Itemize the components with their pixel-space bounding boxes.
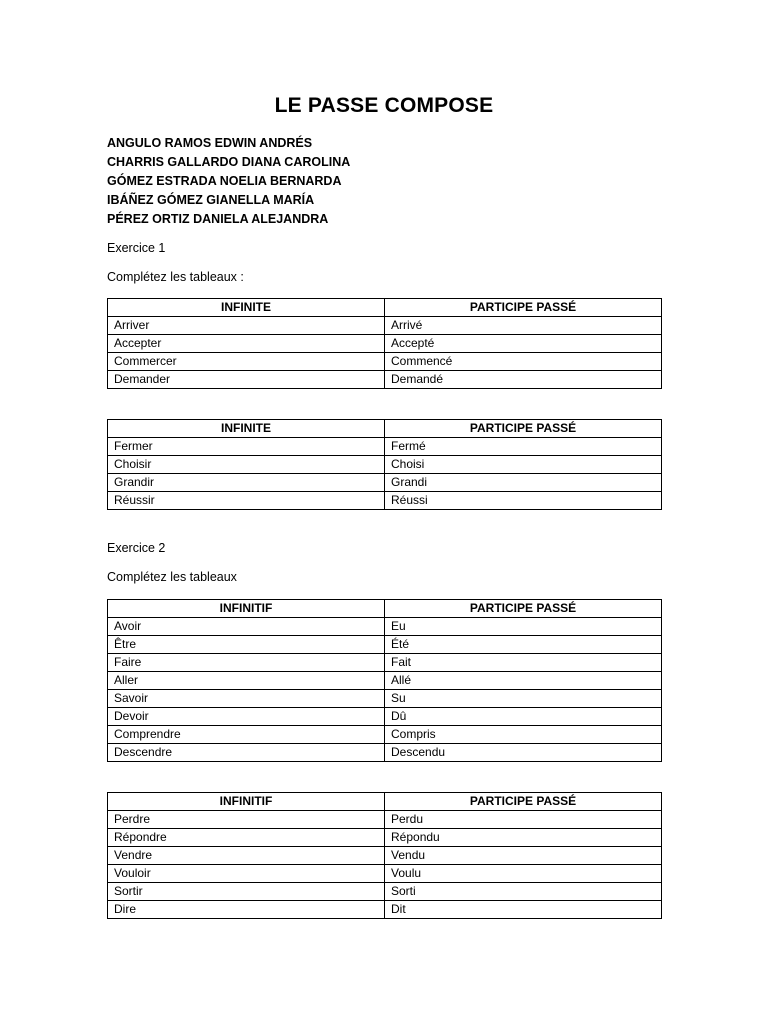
participle-cell: Choisi <box>385 456 662 474</box>
participle-cell: Accepté <box>385 335 662 353</box>
participle-column-header: PARTICIPE PASSÉ <box>385 793 662 811</box>
infinitive-cell: Choisir <box>108 456 385 474</box>
exercise-2-instruction: Complétez les tableaux <box>107 570 237 584</box>
participle-cell: Voulu <box>385 865 662 883</box>
infinitive-cell: Vouloir <box>108 865 385 883</box>
infinitive-cell: Demander <box>108 371 385 389</box>
infinitive-cell: Vendre <box>108 847 385 865</box>
table-row <box>108 317 662 335</box>
table-row <box>108 744 662 762</box>
participle-cell: Été <box>385 636 662 654</box>
participle-cell: Descendu <box>385 744 662 762</box>
table-header-row <box>108 600 662 618</box>
participle-cell: Commencé <box>385 353 662 371</box>
table-row <box>108 901 662 919</box>
participle-cell: Fermé <box>385 438 662 456</box>
participle-column-header: PARTICIPE PASSÉ <box>385 299 662 317</box>
author-name: ANGULO RAMOS EDWIN ANDRÉS <box>107 136 313 150</box>
infinitive-cell: Sortir <box>108 883 385 901</box>
participle-cell: Réussi <box>385 492 662 510</box>
page-title: LE PASSE COMPOSE <box>274 94 494 117</box>
infinitive-cell: Réussir <box>108 492 385 510</box>
table-row <box>108 865 662 883</box>
participle-cell: Allé <box>385 672 662 690</box>
author-name: PÉREZ ORTIZ DANIELA ALEJANDRA <box>107 212 329 226</box>
table-header-row <box>108 420 662 438</box>
infinitive-cell: Avoir <box>108 618 385 636</box>
table-row <box>108 618 662 636</box>
infinitive-cell: Descendre <box>108 744 385 762</box>
table-row <box>108 335 662 353</box>
table-row <box>108 672 662 690</box>
author-name: GÓMEZ ESTRADA NOELIA BERNARDA <box>107 174 342 188</box>
participle-cell: Demandé <box>385 371 662 389</box>
table-header-row <box>108 793 662 811</box>
participle-cell: Dû <box>385 708 662 726</box>
participle-column-header: PARTICIPE PASSÉ <box>385 420 662 438</box>
infinitive-cell: Aller <box>108 672 385 690</box>
exercise-1-table-2 <box>107 419 662 510</box>
infinitive-cell: Répondre <box>108 829 385 847</box>
table-row <box>108 438 662 456</box>
table-row <box>108 492 662 510</box>
infinitive-column-header: INFINITE <box>108 420 385 438</box>
infinitive-cell: Devoir <box>108 708 385 726</box>
exercise-1-heading: Exercice 1 <box>107 241 166 255</box>
table-row <box>108 353 662 371</box>
infinitive-cell: Accepter <box>108 335 385 353</box>
infinitive-cell: Grandir <box>108 474 385 492</box>
table-row <box>108 456 662 474</box>
table-row <box>108 726 662 744</box>
participle-cell: Fait <box>385 654 662 672</box>
participle-cell: Dit <box>385 901 662 919</box>
exercise-2-table-1 <box>107 599 662 762</box>
infinitive-cell: Dire <box>108 901 385 919</box>
participle-cell: Vendu <box>385 847 662 865</box>
infinitive-column-header: INFINITIF <box>108 793 385 811</box>
table-row <box>108 371 662 389</box>
table-row <box>108 690 662 708</box>
participle-cell: Répondu <box>385 829 662 847</box>
table-row <box>108 474 662 492</box>
table-row <box>108 654 662 672</box>
infinitive-column-header: INFINITE <box>108 299 385 317</box>
infinitive-cell: Savoir <box>108 690 385 708</box>
table-row <box>108 847 662 865</box>
participle-column-header: PARTICIPE PASSÉ <box>385 600 662 618</box>
infinitive-cell: Être <box>108 636 385 654</box>
participle-cell: Sorti <box>385 883 662 901</box>
table-row <box>108 811 662 829</box>
table-row <box>108 883 662 901</box>
author-name: CHARRIS GALLARDO DIANA CAROLINA <box>107 155 351 169</box>
participle-cell: Perdu <box>385 811 662 829</box>
table-header-row <box>108 299 662 317</box>
exercise-2-heading: Exercice 2 <box>107 541 166 555</box>
participle-cell: Eu <box>385 618 662 636</box>
exercise-1-table-1 <box>107 298 662 389</box>
participle-cell: Su <box>385 690 662 708</box>
table-row <box>108 636 662 654</box>
exercise-1-instruction: Complétez les tableaux : <box>107 270 244 284</box>
infinitive-cell: Faire <box>108 654 385 672</box>
infinitive-cell: Perdre <box>108 811 385 829</box>
infinitive-cell: Comprendre <box>108 726 385 744</box>
table-row <box>108 829 662 847</box>
infinitive-column-header: INFINITIF <box>108 600 385 618</box>
author-name: IBÁÑEZ GÓMEZ GIANELLA MARÍA <box>107 193 315 207</box>
author-list <box>107 134 350 229</box>
exercise-2-table-2 <box>107 792 662 919</box>
infinitive-cell: Commercer <box>108 353 385 371</box>
participle-cell: Arrivé <box>385 317 662 335</box>
infinitive-cell: Arriver <box>108 317 385 335</box>
participle-cell: Compris <box>385 726 662 744</box>
table-row <box>108 708 662 726</box>
infinitive-cell: Fermer <box>108 438 385 456</box>
participle-cell: Grandi <box>385 474 662 492</box>
